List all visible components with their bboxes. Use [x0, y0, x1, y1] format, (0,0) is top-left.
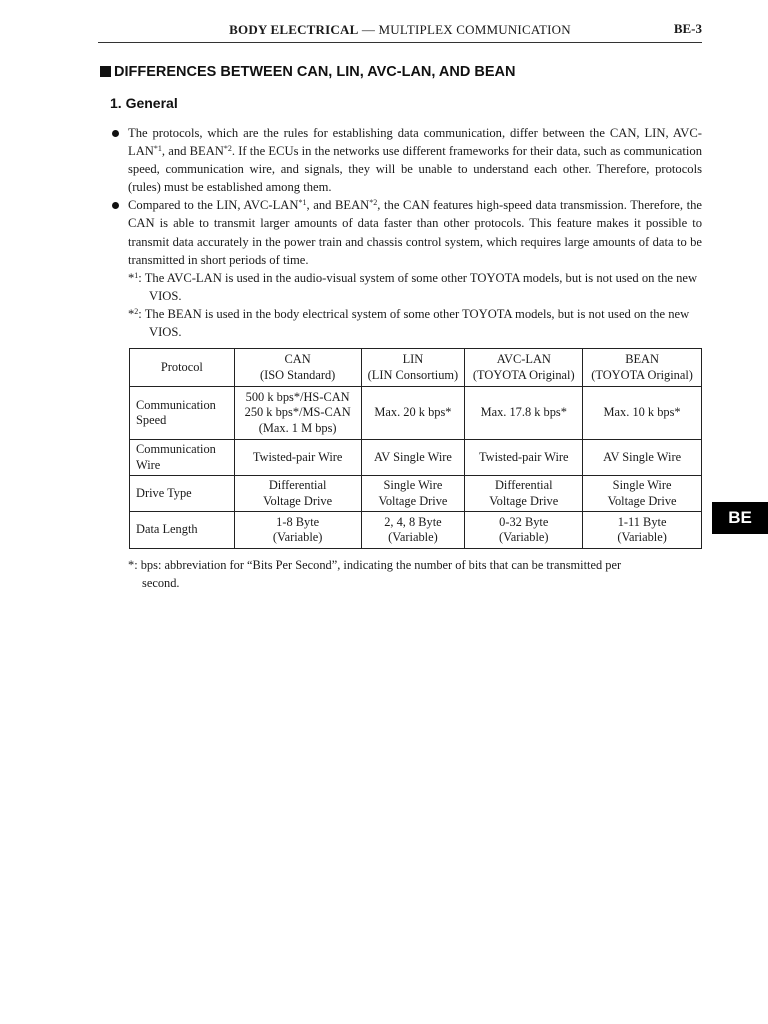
table-cell	[583, 512, 702, 549]
note-sup: 2	[134, 306, 139, 316]
column-header-avc-lan	[465, 349, 583, 387]
table-row	[130, 440, 702, 476]
footnote-ref: *1	[153, 144, 162, 154]
page-number: BE-3	[673, 21, 702, 36]
note	[108, 269, 702, 305]
page-header	[98, 20, 702, 43]
footnote-line: *: bps: abbreviation for “Bits Per Second”, indicating the number of bits that can be transmitted per	[128, 558, 622, 572]
table-cell	[583, 476, 702, 512]
bullet-text: , the CAN features high-speed data transmission. Therefore, the CAN is able to transmit larger amounts of data faster than other protocols. This feature makes it possible to transmit data accurately in the power train and chassis control system, which requires large amounts of data to be transmitted in short periods of time.	[128, 198, 702, 267]
table-cell	[465, 476, 583, 512]
cell-line: Voltage Drive	[378, 493, 448, 508]
cell-line: 1-8 Byte	[276, 514, 320, 529]
bullet-text: The protocols, which are the rules for establishing data communication, differ between the CAN, LIN, AVC-LAN	[128, 126, 702, 159]
subsection-title: 1. General	[110, 95, 178, 111]
section-title-text: DIFFERENCES BETWEEN CAN, LIN, AVC-LAN, AND BEAN	[114, 64, 516, 80]
cell-line: Voltage Drive	[489, 493, 559, 508]
cell-line: 250 k bps*/MS-CAN	[244, 405, 351, 420]
cell-line: (Variable)	[499, 530, 549, 544]
cell-line: Voltage Drive	[607, 493, 677, 508]
bullet-text: , and BEAN	[306, 198, 370, 213]
table-footnote	[128, 557, 702, 592]
table-cell	[234, 512, 361, 549]
note	[108, 305, 702, 341]
table-cell	[361, 512, 465, 549]
bullet-dot-icon	[112, 130, 119, 137]
bullet-text: Compared to the LIN, AVC-LAN	[128, 198, 299, 213]
column-name: BEAN	[625, 352, 659, 366]
section-title	[100, 64, 515, 80]
table-cell	[361, 387, 465, 440]
table-cell	[465, 440, 583, 476]
column-sub: (ISO Standard)	[259, 367, 336, 382]
note-text: : The AVC-LAN is used in the audio-visual system of some other TOYOTA models, but is not used on the new VIOS.	[138, 270, 698, 303]
cell-line: (Variable)	[388, 530, 438, 544]
column-name: LIN	[402, 352, 424, 366]
bullet-dot-icon	[112, 202, 119, 209]
cell-line: (Max. 1 M bps)	[258, 420, 337, 435]
row-header: Communication Wire	[130, 440, 235, 476]
table-corner-cell: Protocol	[130, 349, 235, 387]
cell-line: 1-11 Byte	[617, 514, 667, 529]
bullet-paragraph	[108, 124, 702, 196]
column-header-can	[234, 349, 361, 387]
cell-line: Twisted-pair Wire	[252, 449, 343, 464]
bullet-text: , and BEAN	[161, 144, 224, 159]
cell-line: Single Wire	[383, 478, 443, 492]
footnote-ref: *1	[298, 198, 307, 208]
table-cell	[361, 440, 465, 476]
header-title-bold: BODY ELECTRICAL	[229, 22, 359, 37]
column-header-bean	[583, 349, 702, 387]
footnote-line: second.	[142, 575, 180, 590]
table-header-row	[130, 349, 702, 387]
cell-line: Twisted-pair Wire	[478, 449, 569, 464]
table-cell	[234, 440, 361, 476]
header-title-rest: — MULTIPLEX COMMUNICATION	[358, 22, 571, 37]
table-cell	[361, 476, 465, 512]
column-sub: (TOYOTA Original)	[472, 367, 575, 382]
section-tab-badge: BE	[712, 502, 768, 534]
cell-line: Max. 10 k bps*	[603, 405, 681, 420]
table-cell	[583, 440, 702, 476]
column-name: AVC-LAN	[496, 352, 551, 366]
cell-line: AV Single Wire	[603, 449, 682, 464]
bullet-text: . If the ECUs in the networks use different frameworks for their data, such as communication speed, communication wire, and signals, they will be unable to understand each other. Therefore, protocols (rules) must be established among them.	[128, 144, 702, 195]
bullet-paragraph	[108, 196, 702, 268]
cell-line: (Variable)	[617, 530, 667, 544]
cell-line: Voltage Drive	[263, 493, 333, 508]
column-sub: (LIN Consortium)	[367, 367, 459, 382]
row-header: Communication Speed	[130, 387, 235, 440]
cell-line: 2, 4, 8 Byte	[384, 514, 442, 529]
cell-line: Differential	[494, 478, 553, 492]
square-bullet-icon	[100, 66, 111, 77]
table-row	[130, 476, 702, 512]
table-row	[130, 387, 702, 440]
footnote-ref: *2	[223, 144, 232, 154]
column-header-lin	[361, 349, 465, 387]
table-cell	[465, 512, 583, 549]
footnote-ref: *2	[369, 198, 378, 208]
body-text	[108, 124, 702, 341]
cell-line: (Variable)	[272, 530, 323, 544]
cell-line: Max. 20 k bps*	[374, 405, 452, 420]
cell-line: 500 k bps*/HS-CAN	[245, 389, 350, 404]
cell-line: Differential	[268, 478, 327, 492]
table-cell	[234, 387, 361, 440]
header-title	[98, 22, 702, 38]
table-row	[130, 512, 702, 549]
table-cell	[465, 387, 583, 440]
note-mark: *	[128, 306, 135, 321]
note-text: : The BEAN is used in the body electrical system of some other TOYOTA models, but is not used on the new VIOS.	[138, 306, 690, 340]
cell-line: AV Single Wire	[373, 449, 452, 464]
row-header: Data Length	[130, 512, 235, 549]
table-cell	[583, 387, 702, 440]
table-cell	[234, 476, 361, 512]
cell-line: Single Wire	[612, 478, 672, 492]
row-header: Drive Type	[130, 476, 235, 512]
column-sub: (TOYOTA Original)	[591, 367, 693, 382]
note-sup: 1	[134, 270, 139, 280]
column-name: CAN	[284, 352, 311, 366]
note-mark: *	[128, 270, 135, 285]
cell-line: 0-32 Byte	[499, 514, 549, 529]
protocol-comparison-table	[129, 348, 702, 549]
cell-line: Max. 17.8 k bps*	[480, 405, 567, 420]
